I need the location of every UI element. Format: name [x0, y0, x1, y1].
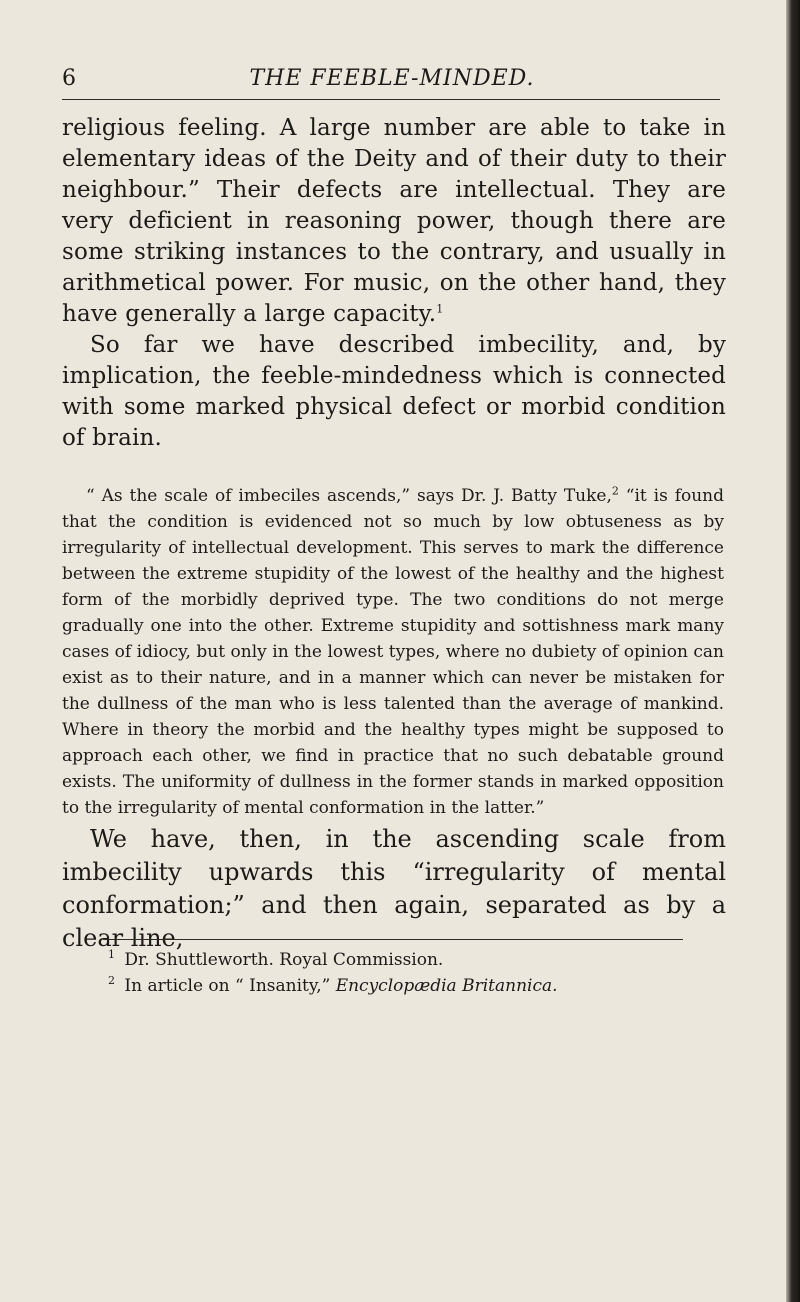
header-rule	[62, 99, 720, 100]
footnote-marker-2: 2	[108, 974, 115, 988]
quotation-body: “it is found that the condition is evidenced not so much by low obtuseness as by irregularity of intellectual development. This serves to mark the difference between the extreme stupidity of the lowest of the healthy and the highest form of the morbidly deprived type. The two conditions do not merge gradually one into the other. Extreme stupidity and sottishness mark many cases of idiocy, but only in the lowest types, where no dubiety of opinion can exist as to their nature, and in a manner which can never be mistaken for the dullness of the man who is less talented than the average of mankind. Where in theory the morbid and the healthy types might be supposed to approach each other, we find in practice that no such debatable ground exists. The uniformity of dullness in the former stands in marked opposition to the irregularity of mental conformation in the latter.”	[62, 486, 725, 818]
block-quotation	[62, 483, 724, 821]
footnote-reference-2: 2	[611, 484, 619, 498]
paragraph-imbecility: So far we have described imbecility, and, by implication, the feeble-mindedness which is connected with some marked physical defect or morbid condition of brain.	[62, 332, 726, 451]
continuation-text	[62, 823, 726, 955]
footnote-rule	[103, 939, 683, 940]
paragraph-text: religious feeling. A large number are able to take in elementary ideas of the Deity and of their duty to their neighbour.” Their defects are intellectual. They are very deficient in reasoning power, though there are some striking instances to the contrary, and usually in arithmetical power. For music, on the other hand, they have generally a large capacity.	[62, 115, 726, 327]
page-number: 6	[62, 66, 76, 91]
dark-page-edge	[786, 0, 800, 1302]
paragraph-ascending-scale: We have, then, in the ascending scale from imbecility upwards this “irregularity of mental conformation;” and then again, separated as by a clear line,	[62, 825, 726, 952]
footnote-1	[108, 947, 728, 973]
footnote-text-2: In article on “ Insanity,”	[124, 976, 336, 996]
footnote-reference-1: 1	[436, 302, 444, 316]
footnote-2	[108, 973, 728, 999]
footnote-title-2: Encyclopædia Britannica.	[335, 976, 558, 996]
page-header	[62, 58, 722, 98]
quotation-paragraph	[62, 483, 724, 821]
quotation-intro: “ As the scale of imbeciles ascends,” says Dr. J. Batty Tuke,	[86, 486, 612, 506]
paragraph-religious-feeling	[62, 113, 726, 330]
footnote-text-1: Dr. Shuttleworth. Royal Commission.	[124, 950, 444, 970]
main-text	[62, 113, 726, 454]
running-head: THE FEEBLE-MINDED.	[249, 66, 535, 91]
footnotes	[108, 947, 728, 999]
footnote-marker-1: 1	[108, 948, 115, 962]
